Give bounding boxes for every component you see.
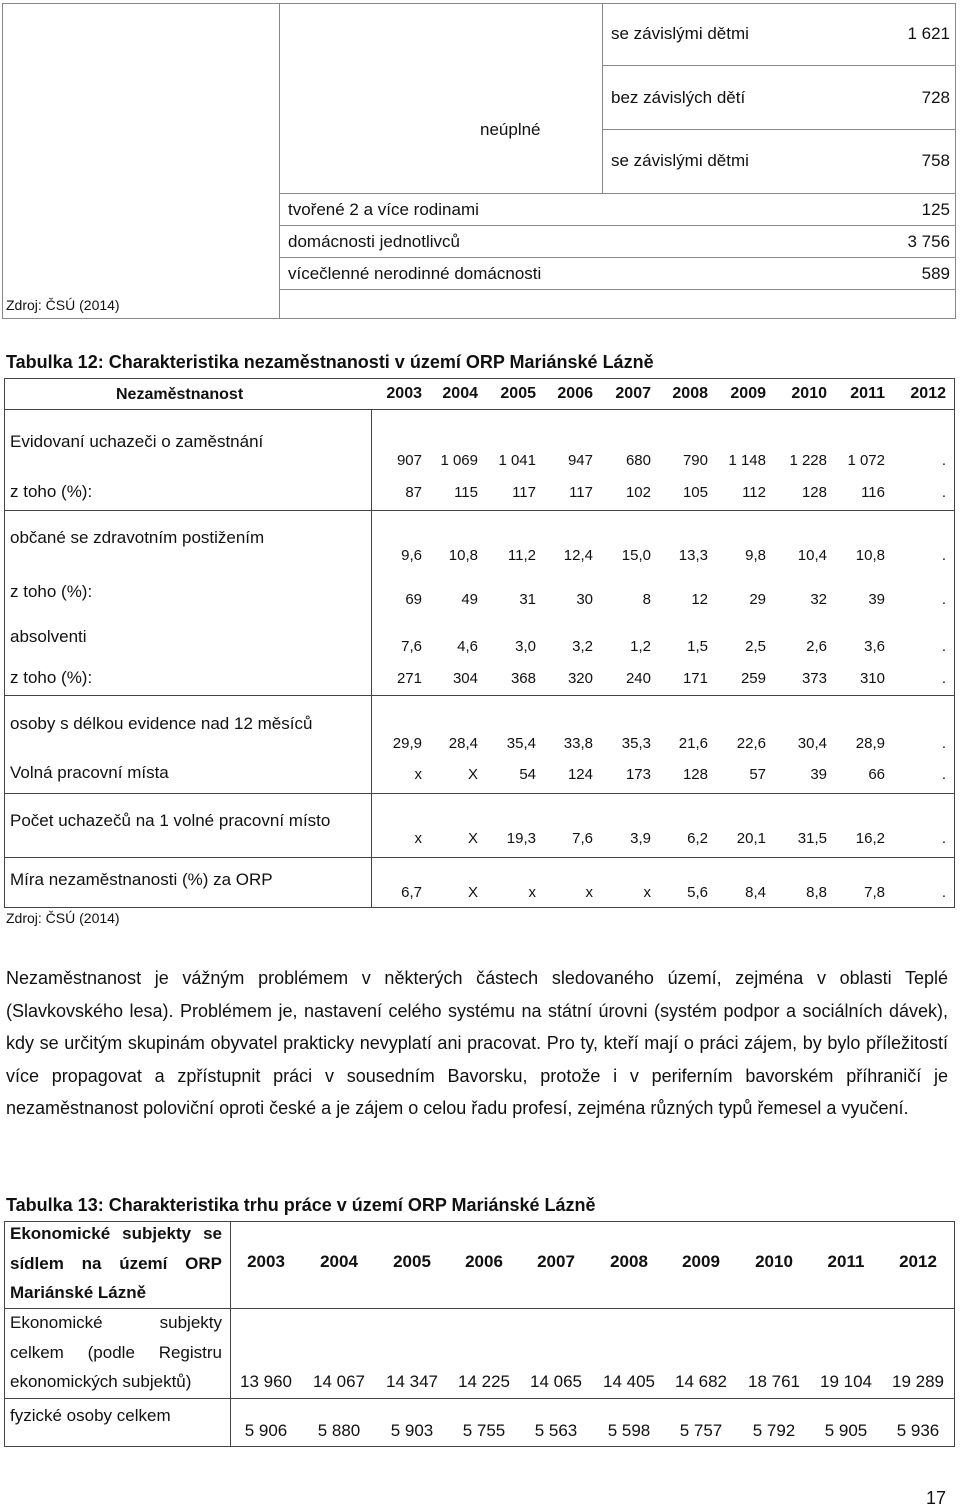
table12-cell: 39 xyxy=(868,591,885,608)
table12-cell: 173 xyxy=(625,766,651,783)
table12-cell: 8 xyxy=(642,591,651,608)
table12-cell: 1 072 xyxy=(847,452,885,469)
table-divider xyxy=(279,3,280,319)
table-divider xyxy=(602,129,956,130)
table13-year-header: 2008 xyxy=(610,1252,648,1271)
table12-cell: 680 xyxy=(625,452,651,469)
table13-cell: 5 906 xyxy=(244,1421,288,1440)
table12-cell: X xyxy=(467,830,478,847)
table13-cell: 5 757 xyxy=(679,1421,723,1440)
table13-cell: 5 598 xyxy=(607,1421,651,1440)
table-divider xyxy=(4,857,955,858)
household-row-label: bez závislých dětí xyxy=(611,88,746,107)
table12-year-header: 2011 xyxy=(850,385,885,402)
table12-cell: 2,6 xyxy=(806,638,827,655)
table12-cell: 30 xyxy=(576,591,593,608)
household-row-value: 3 756 xyxy=(907,232,950,251)
table12-row-label: Míra nezaměstnanosti (%) za ORP xyxy=(10,870,273,889)
table12-cell: 7,8 xyxy=(864,884,885,901)
table-divider xyxy=(4,793,955,794)
table12-cell: 32 xyxy=(810,591,827,608)
table13-row-label: fyzické osoby celkem xyxy=(10,1406,171,1425)
household-row-label: domácnosti jednotlivců xyxy=(288,232,460,251)
table12-cell: 947 xyxy=(567,452,593,469)
table12-cell: 12 xyxy=(691,591,708,608)
household-row-label: se závislými dětmi xyxy=(611,151,749,170)
table12-cell: 1 069 xyxy=(440,452,478,469)
table13-cell: 5 563 xyxy=(534,1421,578,1440)
table12-cell: 30,4 xyxy=(797,735,827,752)
table12-cell: 29 xyxy=(749,591,766,608)
table13-year-header: 2006 xyxy=(465,1252,503,1271)
table12-cell: 49 xyxy=(461,591,478,608)
table12-cell: X xyxy=(467,884,478,901)
table13-cell: 14 347 xyxy=(386,1372,438,1391)
table12-cell: 31,5 xyxy=(797,830,827,847)
table12-cell: 10,8 xyxy=(855,547,885,564)
table13-cell: 13 960 xyxy=(240,1372,292,1391)
source-note: Zdroj: ČSÚ (2014) xyxy=(6,910,120,926)
body-paragraph: Nezaměstnanost je vážným problémem v některých částech sledovaného území, zejména v oblasti Teplé (Slavkovského lesa). Problémem je, nastavení celého systému na státní úrovni (systém podpor a sociálních dávek), kdy se určitým skupinám obyvatel prakticky nevyplatí ani pracovat. Pro ty, kteří mají o práci zájem, by bylo příležitostí více propagovat a zpřístupnit práci v sousedním Bavorsku, protože i v periferním bavorském příhraničí je nezaměstnanost poloviční oproti české a je zájem o celou řadu profesí, zejména různých typů řemesel a vyučení. xyxy=(6,968,948,1119)
table12-row-label: z toho (%): xyxy=(10,582,93,601)
table12-cell: x xyxy=(643,884,651,901)
table12-cell: 116 xyxy=(861,484,885,501)
table12-cell: 16,2 xyxy=(855,830,885,847)
table12-cell: 112 xyxy=(742,484,766,501)
table12-row-label: z toho (%): xyxy=(10,482,93,501)
table13-cell: 14 065 xyxy=(530,1372,582,1391)
table12-cell: X xyxy=(467,766,478,783)
table12-cell: . xyxy=(941,766,946,783)
household-row-label: tvořené 2 a více rodinami xyxy=(288,200,479,219)
table12-cell: 31 xyxy=(519,591,536,608)
household-row-value: 1 621 xyxy=(907,24,950,43)
table12-cell: 171 xyxy=(682,670,708,687)
table12-cell: 3,9 xyxy=(630,830,651,847)
table12-cell: 57 xyxy=(749,766,766,783)
table12-cell: 1 148 xyxy=(728,452,766,469)
table12-cell: 28,4 xyxy=(448,735,478,752)
table12-cell: 8,8 xyxy=(806,884,827,901)
table12-year-header: 2010 xyxy=(791,385,827,402)
table12-year-header: 2009 xyxy=(730,385,766,402)
table12-cell: x xyxy=(585,884,593,901)
table12-cell: 790 xyxy=(682,452,708,469)
table-divider xyxy=(279,289,956,290)
table12-cell: 22,6 xyxy=(736,735,766,752)
table12-cell: 8,4 xyxy=(745,884,766,901)
table12-year-header: 2005 xyxy=(500,385,536,402)
table13-year-header: 2004 xyxy=(320,1252,358,1271)
table12-cell: 7,6 xyxy=(572,830,593,847)
table12-cell: 3,6 xyxy=(864,638,885,655)
table12-year-header: 2006 xyxy=(557,385,593,402)
table12-cell: 35,4 xyxy=(506,735,536,752)
table12-cell: . xyxy=(941,884,946,901)
table12-cell: 304 xyxy=(452,670,478,687)
table13-cell: 19 104 xyxy=(820,1372,872,1391)
table13-row-label: Ekonomické subjekty celkem (podle Registru ekonomických subjektů) xyxy=(10,1313,222,1391)
table12-row-label: občané se zdravotním postižením xyxy=(10,528,265,547)
table-divider xyxy=(279,225,956,226)
table12-cell: 29,9 xyxy=(392,735,422,752)
household-row-value: 728 xyxy=(921,88,950,107)
household-row-label: vícečlenné nerodinné domácnosti xyxy=(288,264,542,283)
table13-cell: 5 792 xyxy=(752,1421,796,1440)
source-note: Zdroj: ČSÚ (2014) xyxy=(6,297,120,313)
table12-cell: 115 xyxy=(454,484,478,501)
table12-cell: . xyxy=(941,638,946,655)
table12-year-header: 2007 xyxy=(615,385,651,402)
table13-caption: Tabulka 13: Charakteristika trhu práce v území ORP Mariánské Lázně xyxy=(6,1195,596,1215)
table-divider xyxy=(602,65,956,66)
table13-cell: 19 289 xyxy=(892,1372,944,1391)
table12-cell: . xyxy=(941,670,946,687)
table12-cell: 87 xyxy=(405,484,422,501)
table12-cell: 2,5 xyxy=(745,638,766,655)
table12-row-label: z toho (%): xyxy=(10,668,93,687)
table12-cell: 5,6 xyxy=(687,884,708,901)
table12-cell: 271 xyxy=(396,670,422,687)
table13-year-header: 2005 xyxy=(393,1252,431,1271)
table12-cell: . xyxy=(941,484,946,501)
table12-cell: 128 xyxy=(801,484,827,501)
table12-cell: 6,7 xyxy=(401,884,422,901)
table13-cell: 14 405 xyxy=(603,1372,655,1391)
table12-row-label: osoby s délkou evidence nad 12 měsíců xyxy=(10,714,313,733)
table12-cell: . xyxy=(941,591,946,608)
table12-cell: 12,4 xyxy=(563,547,593,564)
table12-cell: x xyxy=(528,884,536,901)
table13-year-header: 2010 xyxy=(755,1252,793,1271)
table-divider xyxy=(279,193,956,194)
table12-cell: 1,5 xyxy=(687,638,708,655)
household-group-label: neúplné xyxy=(480,120,541,139)
household-row-label: se závislými dětmi xyxy=(611,24,749,43)
table12-cell: 907 xyxy=(396,452,422,469)
table12-cell: 259 xyxy=(740,670,766,687)
table-divider xyxy=(4,695,955,696)
table12-caption: Tabulka 12: Charakteristika nezaměstnanosti v území ORP Mariánské Lázně xyxy=(6,352,654,372)
table12-year-header: 2008 xyxy=(672,385,708,402)
table12-cell: 320 xyxy=(567,670,593,687)
table12-cell: 66 xyxy=(868,766,885,783)
table12-cell: x xyxy=(414,766,422,783)
table13-cell: 5 936 xyxy=(896,1421,940,1440)
table13-cell: 14 225 xyxy=(458,1372,510,1391)
household-row-value: 125 xyxy=(921,200,950,219)
table12-cell: 33,8 xyxy=(563,735,593,752)
table12-cell: 69 xyxy=(405,591,422,608)
table13-cell: 18 761 xyxy=(748,1372,800,1391)
table12-cell: 19,3 xyxy=(506,830,536,847)
table12-cell: 368 xyxy=(510,670,536,687)
table12-row-label: Volná pracovní místa xyxy=(10,763,169,782)
table12-cell: . xyxy=(941,452,946,469)
table12-cell: 128 xyxy=(682,766,708,783)
table12-cell: 117 xyxy=(569,484,593,501)
table12-cell: x xyxy=(414,830,422,847)
table12-cell: 28,9 xyxy=(855,735,885,752)
table13-cell: 5 880 xyxy=(317,1421,361,1440)
table12-cell: 7,6 xyxy=(401,638,422,655)
table12-cell: 3,0 xyxy=(515,638,536,655)
table12-row-label: Počet uchazečů na 1 volné pracovní místo xyxy=(10,811,331,830)
table12-cell: 124 xyxy=(567,766,593,783)
table12-cell: 4,6 xyxy=(457,638,478,655)
table13-year-header: 2007 xyxy=(537,1252,575,1271)
table12-cell: 39 xyxy=(810,766,827,783)
household-row-value: 758 xyxy=(921,151,950,170)
table12-cell: 1 228 xyxy=(789,452,827,469)
table13-cell: 5 903 xyxy=(390,1421,434,1440)
table12-cell: 21,6 xyxy=(678,735,708,752)
table12-cell: 3,2 xyxy=(572,638,593,655)
table12-cell: 102 xyxy=(625,484,651,501)
page-number: 17 xyxy=(925,1488,946,1508)
table12-cell: 11,2 xyxy=(507,547,536,564)
table12-cell: 240 xyxy=(625,670,651,687)
table12-year-header: 2012 xyxy=(910,385,946,402)
table13-year-header: 2009 xyxy=(682,1252,720,1271)
table13-year-header: 2003 xyxy=(247,1252,285,1271)
table12-cell: 15,0 xyxy=(621,547,651,564)
table13-cell: 5 905 xyxy=(824,1421,868,1440)
table-divider xyxy=(4,510,955,511)
table12-cell: 13,3 xyxy=(678,547,708,564)
table13-cell: 14 682 xyxy=(675,1372,727,1391)
table12-cell: 54 xyxy=(519,766,536,783)
table-divider xyxy=(4,1398,955,1399)
table12-cell: 9,8 xyxy=(745,547,766,564)
table12-cell: 310 xyxy=(859,670,885,687)
table12-cell: 1,2 xyxy=(630,638,651,655)
table12-row-label: absolventi xyxy=(10,627,87,646)
table13-year-header: 2011 xyxy=(827,1252,865,1271)
table12-header-label: Nezaměstnanost xyxy=(116,386,244,403)
table13-cell: 14 067 xyxy=(313,1372,365,1391)
table12-cell: 1 041 xyxy=(498,452,536,469)
table12-cell: . xyxy=(941,735,946,752)
table12-year-header: 2003 xyxy=(386,385,422,402)
table-divider xyxy=(602,3,603,193)
table12-row-label: Evidovaní uchazeči o zaměstnání xyxy=(10,432,264,451)
table12-cell: . xyxy=(941,830,946,847)
table-divider xyxy=(279,257,956,258)
table12-cell: 10,4 xyxy=(797,547,827,564)
table12-cell: 373 xyxy=(801,670,827,687)
table12-cell: 6,2 xyxy=(687,830,708,847)
table12-cell: 105 xyxy=(682,484,708,501)
table12-year-header: 2004 xyxy=(442,385,478,402)
table12-cell: 35,3 xyxy=(621,735,651,752)
table12-cell: 117 xyxy=(512,484,536,501)
table12-cell: 10,8 xyxy=(448,547,478,564)
table13-year-header: 2012 xyxy=(899,1252,937,1271)
table12-cell: . xyxy=(941,547,946,564)
table13-header-label: Ekonomické subjekty se sídlem na území ORP Mariánské Lázně xyxy=(10,1224,222,1302)
table12-cell: 20,1 xyxy=(736,830,766,847)
table13-cell: 5 755 xyxy=(462,1421,506,1440)
table12-cell: 9,6 xyxy=(401,547,422,564)
household-row-value: 589 xyxy=(921,264,950,283)
